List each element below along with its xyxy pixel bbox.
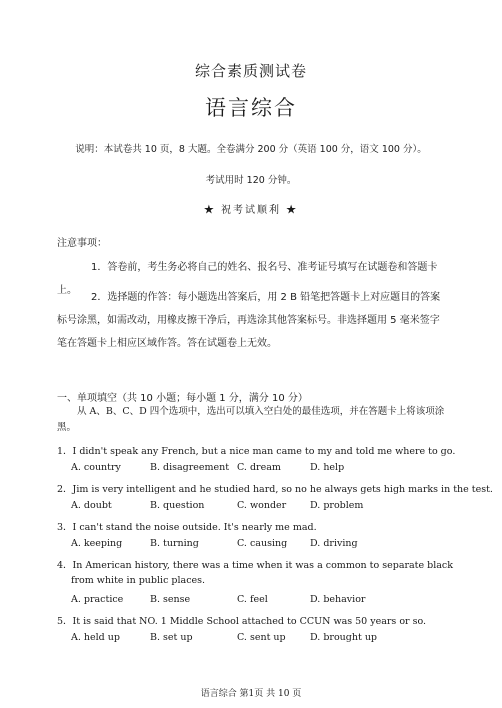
question-5-option-c: C. sent up: [237, 632, 286, 643]
exam-subtitle: 语言综合: [205, 96, 297, 120]
exam-description: 说明：本试卷共 10 页，8 大题。全卷满分 200 分（英语 100 分，语文 100 分）。: [75, 144, 427, 155]
question-1-option-c: C. dream: [237, 462, 281, 473]
question-1-option-b: B. disagreement: [150, 462, 230, 473]
question-3-option-c: C. causing: [237, 538, 288, 549]
exam-title: 综合素质测试卷: [194, 62, 307, 80]
question-2-option-a: A. doubt: [71, 500, 112, 511]
question-3-option-d: D. driving: [310, 538, 358, 549]
notice-title: 注意事项：: [57, 238, 107, 249]
question-1-option-a: A. country: [71, 462, 121, 473]
exam-wish: ★ 祝考试顺利 ★: [203, 205, 299, 216]
page-footer: 语言综合 第1页 共 10 页: [200, 689, 302, 699]
section-title: 一、单项填空（共 10 小题；每小题 1 分，满分 10 分）: [57, 393, 308, 404]
question-5-option-d: D. brought up: [310, 632, 378, 643]
notice-item-2: 2．选择题的作答：每小题选出答案后，用 2 B 铅笔把答题卡上对应题目的答案标号涂黑，如需改动，用橡皮擦干净后，再选涂其他答案标号。非选择题用 5 毫米签字笔在答题卡上相应区域作答。答在试题卷上无效。: [57, 292, 441, 349]
question-3-option-a: A. keeping: [71, 538, 123, 549]
question-1-stem: 1．I didn't speak any French, but a nice man came to my and told me where to go.: [57, 446, 456, 457]
question-2-option-d: D. problem: [310, 500, 364, 511]
question-1-option-d: D. help: [310, 462, 345, 473]
question-2-stem: 2．Jim is very intelligent and he studied hard, so no he always gets high marks in the test.: [57, 484, 493, 495]
question-2-option-b: B. question: [150, 500, 205, 511]
question-2-option-c: C. wonder: [237, 500, 287, 511]
question-3-option-b: B. turning: [150, 538, 199, 549]
question-4-option-c: C. feel: [237, 594, 268, 605]
question-4-option-a: A. practice: [71, 594, 124, 605]
question-5-option-a: A. held up: [71, 632, 120, 643]
exam-time: 考试用时 120 分钟。: [205, 175, 297, 186]
question-3-stem: 3．I can't stand the noise outside. It's nearly me mad.: [57, 522, 317, 533]
question-4-option-b: B. sense: [150, 594, 191, 605]
question-5-stem: 5．It is said that NO. 1 Middle School attached to CCUN was 50 years or so.: [57, 616, 427, 627]
question-4-stem: 4．In American history, there was a time when it was a common to separate black: [57, 560, 454, 571]
question-5-option-b: B. set up: [150, 632, 193, 643]
section-instruction: 从 A、B、C、D 四个选项中，选出可以填入空白处的最佳选项，并在答题卡上将该项涂黑。: [57, 406, 445, 433]
notice-item-1: 1．答卷前，考生务必将自己的姓名、报名号、准考证号填写在试题卷和答题卡上。: [57, 262, 438, 296]
question-4-stem-continued: from white in public places.: [71, 575, 206, 586]
question-4-option-d: D. behavior: [310, 594, 366, 605]
